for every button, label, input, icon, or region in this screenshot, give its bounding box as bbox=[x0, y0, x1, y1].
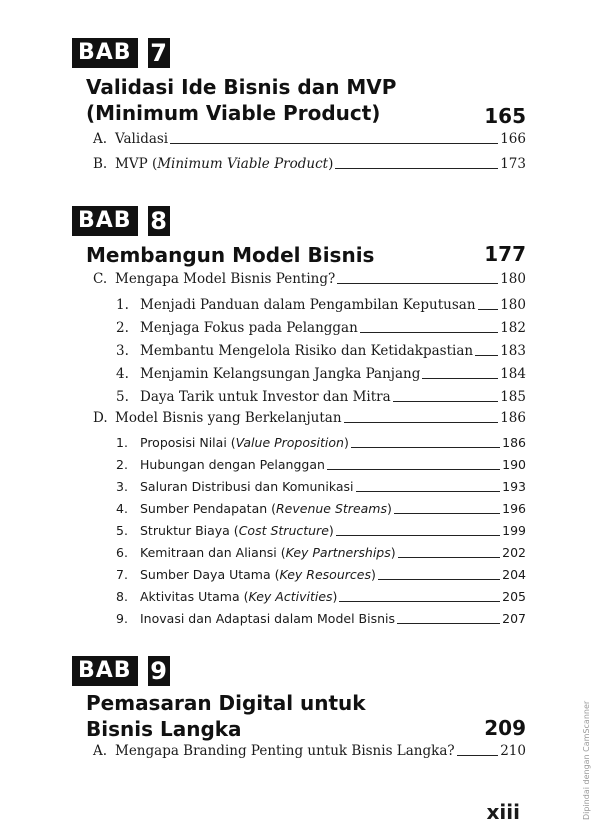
chapter-9-title bbox=[86, 690, 526, 742]
entry-label: Validasi bbox=[115, 131, 169, 147]
toc-subentry[interactable] bbox=[116, 342, 526, 360]
bab-label: BAB bbox=[72, 38, 138, 68]
entry-label: Inovasi dan Adaptasi dalam Model Bisnis bbox=[140, 611, 395, 626]
leader-line bbox=[475, 355, 498, 356]
leader-line bbox=[360, 332, 498, 333]
entry-label: Mengapa Branding Penting untuk Bisnis Langka? bbox=[115, 743, 455, 759]
toc-subentry[interactable] bbox=[116, 478, 526, 496]
entry-page: 186 bbox=[502, 435, 526, 450]
entry-label: Daya Tarik untuk Investor dan Mitra bbox=[140, 389, 391, 405]
entry-page: 182 bbox=[500, 320, 526, 336]
bab-number: 8 bbox=[148, 206, 170, 236]
entry-label: Struktur Biaya (Cost Structure) bbox=[140, 523, 334, 538]
entry-letter: C. bbox=[93, 271, 108, 287]
entry-number: 9. bbox=[116, 611, 128, 626]
chapter-9-page: 209 bbox=[484, 716, 526, 740]
entry-number: 1. bbox=[116, 435, 128, 450]
toc-subentry[interactable] bbox=[116, 365, 526, 383]
bab-number: 9 bbox=[148, 656, 170, 686]
toc-subentry[interactable] bbox=[116, 610, 526, 628]
leader-line bbox=[170, 143, 498, 144]
entry-page: 186 bbox=[500, 410, 526, 426]
toc-subentry[interactable] bbox=[116, 544, 526, 562]
entry-page: 190 bbox=[502, 457, 526, 472]
toc-subentry[interactable] bbox=[116, 522, 526, 540]
toc-entry[interactable] bbox=[93, 270, 526, 288]
entry-letter: A. bbox=[93, 131, 108, 147]
entry-label: Kemitraan dan Aliansi (Key Partnerships) bbox=[140, 545, 396, 560]
leader-line bbox=[339, 601, 500, 602]
chapter-title-line: Bisnis Langka bbox=[86, 717, 242, 741]
entry-letter: B. bbox=[93, 156, 108, 172]
entry-page: 196 bbox=[502, 501, 526, 516]
leader-line bbox=[335, 168, 498, 169]
chapter-title-line: (Minimum Viable Product) bbox=[86, 101, 381, 125]
toc-subentry[interactable] bbox=[116, 319, 526, 337]
leader-line bbox=[337, 283, 498, 284]
toc-subentry[interactable] bbox=[116, 388, 526, 406]
entry-page: 184 bbox=[500, 366, 526, 382]
chapter-8-page: 177 bbox=[484, 242, 526, 266]
chapter-9-badge bbox=[72, 656, 170, 686]
entry-label: Saluran Distribusi dan Komunikasi bbox=[140, 479, 354, 494]
toc-subentry[interactable] bbox=[116, 588, 526, 606]
entry-number: 4. bbox=[116, 501, 128, 516]
entry-letter: A. bbox=[93, 743, 108, 759]
chapter-7-page: 165 bbox=[484, 104, 526, 128]
entry-label: Aktivitas Utama (Key Activities) bbox=[140, 589, 338, 604]
toc-entry[interactable] bbox=[93, 742, 526, 760]
leader-line bbox=[422, 378, 498, 379]
chapter-title-line: Membangun Model Bisnis bbox=[86, 243, 375, 267]
toc-subentry[interactable] bbox=[116, 456, 526, 474]
entry-page: 166 bbox=[500, 131, 526, 147]
chapter-8-badge bbox=[72, 206, 170, 236]
entry-page: 173 bbox=[500, 156, 526, 172]
entry-letter: D. bbox=[93, 410, 108, 426]
entry-label: Sumber Pendapatan (Revenue Streams) bbox=[140, 501, 392, 516]
leader-line bbox=[336, 535, 500, 536]
scanner-watermark: Dipindai dengan CamScanner bbox=[582, 700, 591, 820]
entry-label: Menjaga Fokus pada Pelanggan bbox=[140, 320, 358, 336]
entry-number: 4. bbox=[116, 366, 129, 382]
entry-number: 1. bbox=[116, 297, 129, 313]
chapter-title-line: Validasi Ide Bisnis dan MVP bbox=[86, 75, 397, 99]
leader-line bbox=[344, 422, 499, 423]
chapter-7-title bbox=[86, 74, 526, 126]
toc-entry[interactable] bbox=[93, 409, 526, 427]
chapter-7-badge bbox=[72, 38, 170, 68]
entry-label: Membantu Mengelola Risiko dan Ketidakpastian bbox=[140, 343, 474, 359]
leader-line bbox=[478, 309, 499, 310]
entry-page: 185 bbox=[500, 389, 526, 405]
toc-subentry[interactable] bbox=[116, 296, 526, 314]
entry-number: 3. bbox=[116, 343, 129, 359]
entry-page: 193 bbox=[502, 479, 526, 494]
entry-page: 199 bbox=[502, 523, 526, 538]
entry-label: MVP (Minimum Viable Product) bbox=[115, 156, 334, 172]
entry-number: 7. bbox=[116, 567, 128, 582]
entry-label: Model Bisnis yang Berkelanjutan bbox=[115, 410, 342, 426]
entry-number: 2. bbox=[116, 320, 129, 336]
bab-number: 7 bbox=[148, 38, 170, 68]
entry-number: 5. bbox=[116, 523, 128, 538]
entry-page: 207 bbox=[502, 611, 526, 626]
leader-line bbox=[378, 579, 500, 580]
leader-line bbox=[397, 623, 500, 624]
entry-label: Proposisi Nilai (Value Proposition) bbox=[140, 435, 349, 450]
entry-page: 202 bbox=[502, 545, 526, 560]
toc-subentry[interactable] bbox=[116, 500, 526, 518]
entry-label: Mengapa Model Bisnis Penting? bbox=[115, 271, 336, 287]
toc-subentry[interactable] bbox=[116, 566, 526, 584]
bab-label: BAB bbox=[72, 656, 138, 686]
toc-entry[interactable] bbox=[93, 155, 526, 173]
leader-line bbox=[398, 557, 501, 558]
entry-page: 205 bbox=[502, 589, 526, 604]
entry-label: Hubungan dengan Pelanggan bbox=[140, 457, 325, 472]
entry-number: 3. bbox=[116, 479, 128, 494]
bab-label: BAB bbox=[72, 206, 138, 236]
leader-line bbox=[351, 447, 500, 448]
leader-line bbox=[327, 469, 500, 470]
leader-line bbox=[394, 513, 500, 514]
entry-label: Menjamin Kelangsungan Jangka Panjang bbox=[140, 366, 421, 382]
chapter-title-line: Pemasaran Digital untuk bbox=[86, 691, 366, 715]
leader-line bbox=[356, 491, 501, 492]
entry-page: 210 bbox=[500, 743, 526, 759]
entry-number: 5. bbox=[116, 389, 129, 405]
entry-number: 2. bbox=[116, 457, 128, 472]
entry-number: 6. bbox=[116, 545, 128, 560]
entry-page: 180 bbox=[500, 297, 526, 313]
entry-page: 204 bbox=[502, 567, 526, 582]
entry-label: Menjadi Panduan dalam Pengambilan Keputusan bbox=[140, 297, 476, 313]
chapter-8-title bbox=[86, 242, 526, 268]
leader-line bbox=[393, 401, 499, 402]
leader-line bbox=[457, 755, 499, 756]
page-folio: xiii bbox=[486, 800, 520, 824]
entry-page: 180 bbox=[500, 271, 526, 287]
entry-label: Sumber Daya Utama (Key Resources) bbox=[140, 567, 376, 582]
toc-entry[interactable] bbox=[93, 130, 526, 148]
entry-number: 8. bbox=[116, 589, 128, 604]
entry-page: 183 bbox=[500, 343, 526, 359]
toc-subentry[interactable] bbox=[116, 434, 526, 452]
